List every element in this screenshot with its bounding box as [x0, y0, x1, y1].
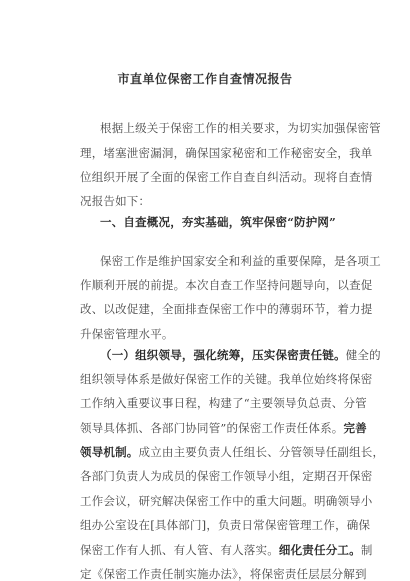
- paragraph-line: [80, 194, 340, 208]
- paragraph-line: [80, 445, 385, 459]
- text-segment: 理，堵塞泄密漏洞，确保国家秘密和工作秘密安全，我单: [80, 146, 373, 160]
- paragraph-line: [80, 146, 373, 160]
- text-segment: 根据上级关于保密工作的相关要求，为切实加强保密管: [100, 121, 381, 135]
- text-segment: 位组织开展了全面的保密工作自查自纠活动。现将自查情: [80, 170, 373, 184]
- paragraph-line: [80, 372, 373, 386]
- bold-text: 完善: [343, 421, 367, 435]
- paragraph-line: [80, 302, 373, 316]
- text-segment: 作顺利开展的前提。本次自查工作坚持问题导向，以查促: [80, 278, 373, 292]
- paragraph-line: [100, 348, 381, 362]
- text-segment: 成立由主要负责人任组长、分管领导任副组长，: [138, 445, 385, 459]
- text-segment: 组织领导体系是做好保密工作的关键。我单位始终将保密: [80, 372, 373, 386]
- paragraph-line: [80, 543, 373, 557]
- paragraph-line: [80, 421, 367, 435]
- text-segment: 各部门负责人为成员的保密工作领导小组，定期召开保密: [80, 469, 373, 483]
- paragraph-line: [80, 396, 367, 410]
- document-title: 市直单位保密工作自查情况报告: [117, 72, 293, 86]
- text-segment: 制: [360, 543, 373, 557]
- text-segment: 况报告如下：: [80, 194, 151, 208]
- text-segment: 工作会议，研究解决保密工作中的重大问题。明确领导小: [80, 494, 373, 508]
- bold-text: （一）组织领导，强化统筹，压实保密责任链。: [100, 348, 346, 362]
- bold-text: 细化责任分工。: [278, 543, 361, 557]
- paragraph-line: [80, 170, 373, 184]
- text-segment: 健全的: [345, 348, 381, 362]
- bold-text: 一、自查概况，夯实基础，筑牢保密“防护网”: [100, 215, 336, 229]
- bold-text: 领导机制。: [80, 445, 139, 459]
- text-segment: 升保密管理水平。: [80, 327, 174, 341]
- text-segment: 领导具体抓、各部门协同管”的保密工作责任体系。: [80, 421, 344, 435]
- paragraph-line: [80, 327, 340, 341]
- paragraph-line: [100, 121, 381, 135]
- text-segment: 保密工作有人抓、有人管、有人落实。: [80, 543, 279, 557]
- text-segment: 工作纳入重要议事日程，构建了“主要领导负总责、分管: [80, 396, 367, 410]
- paragraph-line: [80, 494, 373, 508]
- text-segment: 改、以改促建，全面排查保密工作中的薄弱环节，着力提: [80, 302, 373, 316]
- paragraph-line: [80, 567, 367, 581]
- paragraph-line: [80, 469, 373, 483]
- paragraph-line: [100, 215, 360, 229]
- text-segment: 定《保密工作责任制实施办法》，将保密责任层层分解到: [80, 567, 367, 581]
- text-segment: 保密工作是维护国家安全和利益的重要保障，是各项工: [100, 254, 381, 268]
- paragraph-line: [80, 278, 373, 292]
- paragraph-line: [80, 518, 371, 532]
- text-segment: 组办公室设在[具体部门]，负责日常保密管理工作，确保: [80, 518, 371, 532]
- paragraph-line: [100, 254, 381, 268]
